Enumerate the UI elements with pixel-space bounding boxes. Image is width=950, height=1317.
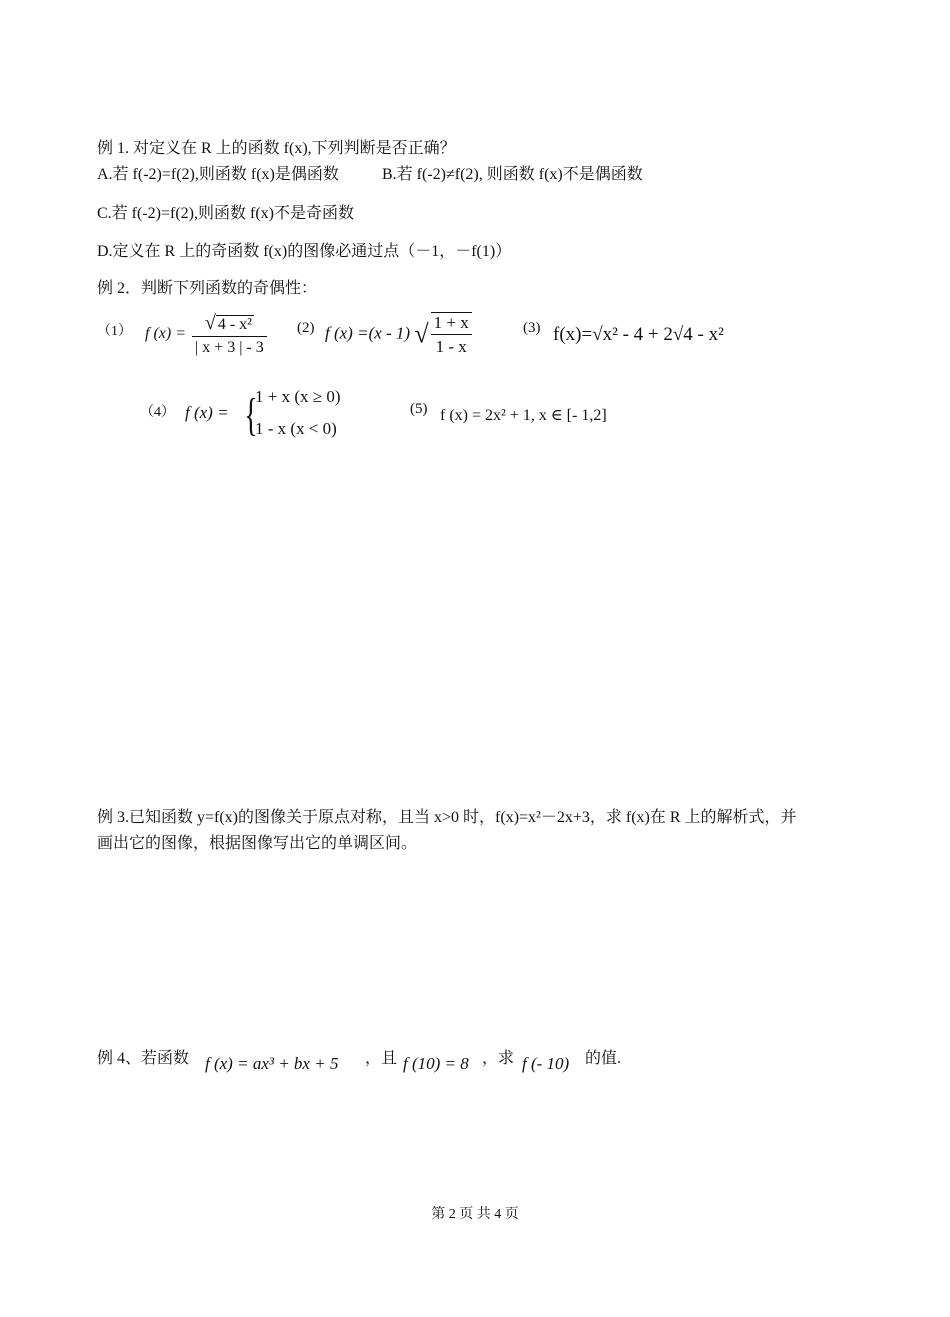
ex4-function: f (x) = ax³ + bx + 5 [205,1054,339,1073]
f1-numerator: 4 - x² [217,316,252,333]
ex1-option-d: D.定义在 R 上的奇函数 f(x)的图像必通过点（－1，－f(1)） [97,243,512,260]
f1-denominator: | x + 3 | - 3 [195,339,264,356]
ex2-label-5: (5) [410,401,428,417]
f1-fraction: $\frac{\text{√ 4 - x²}}{| x + 3 | - 3}$ [192,312,267,357]
f4-case-1: 1 + x (x ≥ 0) [255,387,341,406]
page-footer: 第 2 页 共 4 页 [431,1207,519,1222]
ex4-mid-2: ，求 [482,1050,515,1067]
ex2-label-2: (2) [297,320,315,336]
ex2-formula-3: f(x)=√x² - 4 + 2√4 - x² [553,324,724,345]
f2-numerator: 1 + x [431,313,472,335]
ex2-intro: 例 2．判断下列函数的奇偶性： [97,280,318,297]
ex2-label-3: (3) [523,320,541,336]
ex4-prefix: 例 4、若函数 [97,1050,190,1067]
f2-fraction [431,312,472,357]
ex2-label-4: （4） [140,405,175,420]
ex2-formula-5: f (x) = 2x² + 1, x ∈ [- 1,2] [440,407,607,424]
ex1-intro: 例 1. 对定义在 R 上的函数 f(x),下列判断是否正确？ [97,140,456,157]
ex4-suffix: 的值. [585,1050,622,1067]
f2-lhs: f (x) =(x - 1) [325,323,411,343]
ex2-formula-1 [145,312,269,357]
f4-lhs: f (x) = [185,403,229,422]
ex3-line-2: 画出它的图像，根据图像写出它的单调区间。 [97,835,418,852]
f4-case-2: 1 - x (x < 0) [255,419,337,438]
ex2-label-1: （1） [97,324,132,339]
f4-brace: { [244,389,258,440]
ex4-condition: f (10) = 8 [403,1054,469,1073]
ex2-formula-2: f (x) =(x - 1) √ $\frac{1 + x}{1 - x}$ [325,312,474,357]
ex1-option-a: A.若 f(-2)=f(2),则函数 f(x)是偶函数 [97,166,339,183]
ex3-line-1: 例 3.已知函数 y=f(x)的图像关于原点对称，且当 x>0 时，f(x)=x²－2x+3，求 f(x)在 R 上的解析式，并 [97,809,797,826]
ex4-mid-1: ，且 [365,1050,398,1067]
ex4-target: f (- 10) [522,1054,570,1073]
ex1-option-c: C.若 f(-2)=f(2),则函数 f(x)不是奇函数 [97,205,354,222]
f2-denominator: 1 - x [435,337,467,356]
ex1-option-b: B.若 f(-2)≠f(2), 则函数 f(x)不是偶函数 [382,166,643,183]
f1-lhs: f (x) = [145,325,186,343]
